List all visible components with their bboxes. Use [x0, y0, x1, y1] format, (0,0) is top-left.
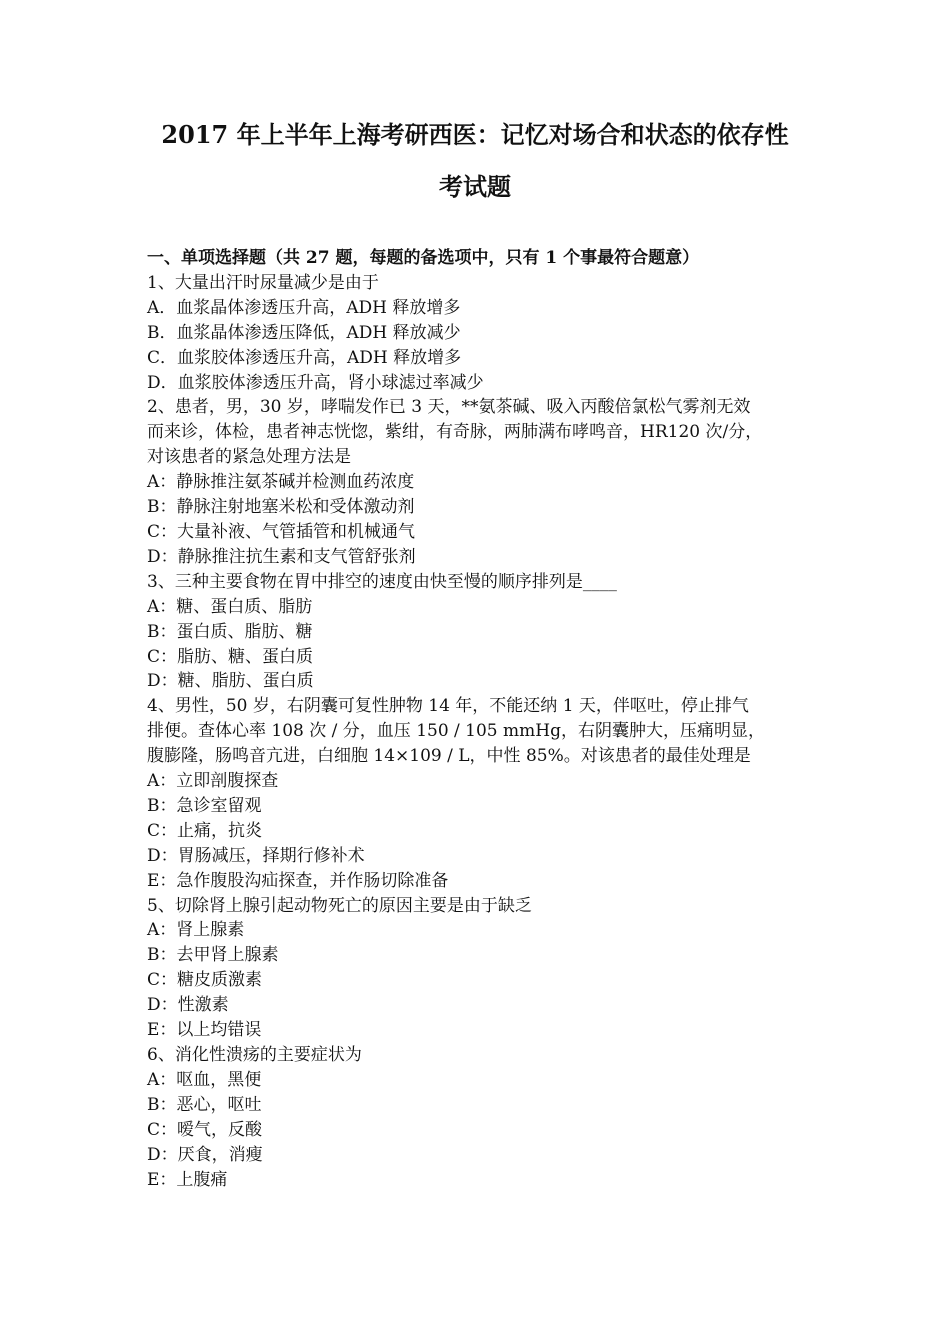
option-d: D：糖、脂肪、蛋白质 [147, 671, 314, 692]
option-d: D：静脉推注抗生素和支气管舒张剂 [147, 546, 416, 567]
option-c: C：嗳气，反酸 [147, 1119, 263, 1140]
question-stem: 4、男性，50 岁，右阴囊可复性肿物 14 年，不能还纳 1 天，伴呕吐，停止排气 [147, 696, 749, 717]
option-b: B：恶心，呕吐 [147, 1094, 262, 1115]
question-stem-continued: 腹膨隆，肠鸣音亢进，白细胞 14×109 / L，中性 85%。对该患者的最佳处理是 [147, 746, 751, 767]
option-a: A：肾上腺素 [147, 920, 245, 941]
document-body [147, 246, 815, 1192]
option-d: D．血浆胶体渗透压升高，肾小球滤过率减少 [147, 372, 484, 393]
option-a: A．血浆晶体渗透压升高，ADH 释放增多 [147, 297, 461, 318]
option-b: B：静脉注射地塞米松和受体激动剂 [147, 497, 415, 518]
option-e: E：急作腹股沟疝探查，并作肠切除准备 [147, 870, 449, 891]
option-e: E：上腹痛 [147, 1169, 228, 1190]
option-a: A：呕血，黑便 [147, 1069, 262, 1090]
question-stem: 3、三种主要食物在胃中排空的速度由快至慢的顺序排列是____ [147, 571, 617, 592]
question-1 [147, 271, 815, 396]
option-c: C．血浆胶体渗透压升高，ADH 释放增多 [147, 347, 462, 368]
option-e: E：以上均错误 [147, 1020, 262, 1041]
option-c: C：大量补液、气管插管和机械通气 [147, 521, 416, 542]
question-stem-continued: 对该患者的紧急处理方法是 [147, 447, 351, 468]
option-c: C：脂肪、糖、蛋白质 [147, 646, 314, 667]
option-d: D：性激素 [147, 995, 229, 1016]
option-d: D：胃肠减压，择期行修补术 [147, 845, 365, 866]
question-stem: 2、患者，男，30 岁，哮喘发作已 3 天，**氨茶碱、吸入丙酸倍氯松气雾剂无效 [147, 397, 751, 418]
question-5 [147, 894, 815, 1043]
option-a: A：静脉推注氨茶碱并检测血药浓度 [147, 472, 415, 493]
question-2 [147, 395, 815, 569]
option-a: A：立即剖腹探查 [147, 771, 279, 792]
question-6 [147, 1043, 815, 1192]
question-3 [147, 570, 815, 695]
option-a: A：糖、蛋白质、脂肪 [147, 596, 313, 617]
question-stem: 5、切除肾上腺引起动物死亡的原因主要是由于缺乏 [147, 895, 532, 916]
question-stem-continued: 而来诊，体检，患者神志恍惚，紫绀，有奇脉，两肺满布哮鸣音，HR120 次/分， [147, 422, 763, 443]
option-c: C：糖皮质激素 [147, 970, 263, 991]
document-title-continued: 考试题 [439, 172, 511, 201]
option-b: B．血浆晶体渗透压降低，ADH 释放减少 [147, 322, 461, 343]
option-b: B：去甲肾上腺素 [147, 945, 279, 966]
option-b: B：蛋白质、脂肪、糖 [147, 621, 313, 642]
section-heading: 一、单项选择题（共 27 题，每题的备选项中，只有 1 个事最符合题意） [147, 248, 700, 268]
option-b: B：急诊室留观 [147, 795, 262, 816]
option-c: C：止痛，抗炎 [147, 820, 263, 841]
question-stem: 1、大量出汗时尿量减少是由于 [147, 272, 379, 293]
question-stem-continued: 排便。查体心率 108 次 / 分，血压 150 / 105 mmHg，右阴囊肿大，压痛明显， [147, 721, 765, 742]
document-title: 2017 年上半年上海考研西医：记忆对场合和状态的依存性 [161, 120, 789, 149]
question-4 [147, 694, 815, 893]
option-d: D：厌食，消瘦 [147, 1144, 263, 1165]
question-stem: 6、消化性溃疡的主要症状为 [147, 1045, 362, 1065]
